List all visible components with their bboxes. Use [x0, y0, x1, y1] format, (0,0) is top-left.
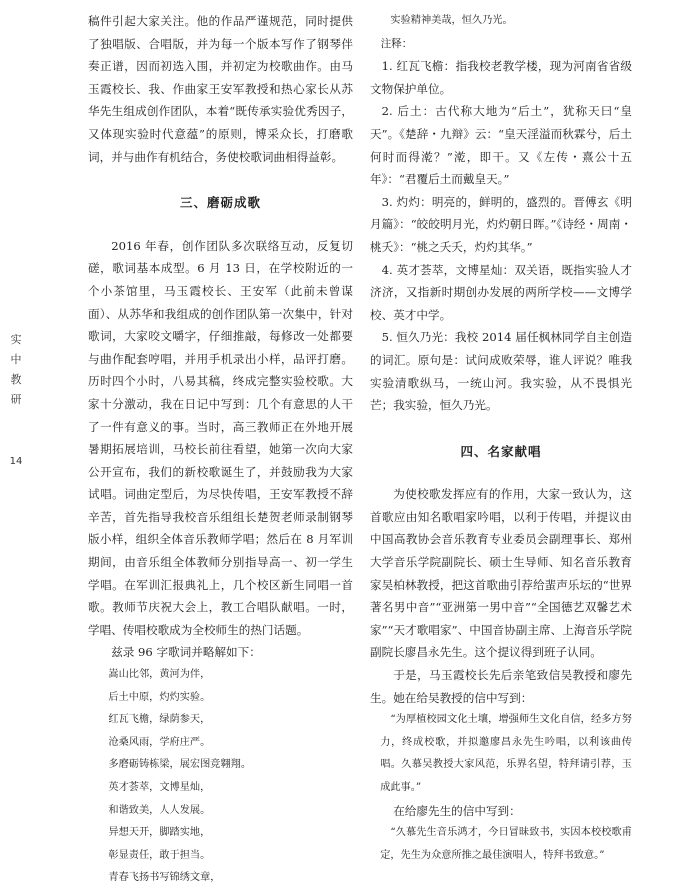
letter-quote: “为厚植校园文化土壤，增强师生文化自信，经多方努力，终成校歌，并拟邀廖昌永先生吟唱，以利该曲传唱。久慕吴教授大家风范，乐界名望，特拜请引荐，玉成此事。”	[380, 714, 632, 793]
margin-char: 中	[10, 353, 22, 366]
note-item: 3. 灼灼：明亮的，鲜明的，盛烈的。晋傅玄《明月篇》：“皎皎明月光，灼灼朝日晖。”《诗经・周南・桃夭》：“桃之夭夭，灼灼其华。”	[370, 194, 632, 254]
lyric-line: 后土中原，灼灼实验。	[108, 691, 211, 703]
right-column	[370, 10, 632, 867]
lyrics-block	[88, 664, 353, 890]
lyric-line: 和谐致美，人人发展。	[108, 804, 211, 816]
margin-char: 研	[10, 393, 22, 406]
lyric-line: 英才荟萃，文博星灿，	[108, 782, 211, 793]
lyric-line: 沧桑风雨，学府庄严。	[108, 736, 211, 748]
letter-quote: “久慕先生音乐鸿才，今日冒昧致书，实因本校校歌甫定，先生为众意所推之最佳演唱人，特拜书致意。”	[380, 827, 632, 861]
section-heading: 四、名家献唱	[460, 443, 542, 459]
lyric-line: 嵩山比邻，黄河为伴，	[108, 669, 211, 681]
lyric-line: 实验精神美哉，恒久乃光。	[390, 15, 513, 26]
note-item: 4. 英才荟萃，文博星灿：双关语，既指实验人才济济，又指新时期创办发展的两所学校——文博学校、英才中学。	[370, 262, 632, 322]
note-item: 2. 后土：古代称大地为“后土”，犹称天曰“皇天”。《楚辞・九辩》云：“皇天淫溢而秋霖兮，后土何时而得漧？”漧，即干。又《左传・熹公十五年》：“君覆后土而戴皇天。”	[370, 104, 632, 187]
note-item: 1. 红瓦飞檐：指我校老教学楼，现为河南省省级文物保护单位。	[370, 59, 632, 96]
lyric-line: 彰显责任，敢于担当。	[108, 849, 211, 861]
left-column	[88, 10, 353, 890]
margin-char: 教	[10, 373, 22, 386]
journal-margin-label	[8, 330, 24, 410]
intro-paragraph: 稿件引起大家关注。他的作品严谨规范，同时提供了独唱版、合唱版，并为每一个版本写作了钢琴伴奏正谱，因而初选入围，并初定为校歌曲作。由马玉霞校长、我、作曲家王安军教授和热心家长从苏华先生组成创作团队，本着“既传承实验优秀因子，又体现实验时代意蕴”的原则，博采众长，打磨歌词，并与曲作有机结合，务使校歌词曲相得益彰。	[88, 14, 353, 164]
page-number: 14	[9, 456, 23, 467]
lyric-line: 红瓦飞檐，绿荫参天，	[108, 714, 211, 726]
body-paragraph: 在给廖先生的信中写到：	[393, 803, 521, 818]
lyric-line: 异想天开，脚踏实地，	[108, 827, 211, 839]
body-paragraph: 于是，马玉霞校长先后亲笔致信吴教授和廖先生。她在给吴教授的信中写到：	[370, 668, 632, 705]
lyric-line: 多磨砺铸栋梁，展宏图竞翱翔。	[108, 759, 252, 771]
lyric-line: 青春飞扬书写锦绣文章，	[108, 872, 221, 884]
body-paragraph: 为使校歌发挥应有的作用，大家一致认为，这首歌应由知名歌唱家吟唱，以利于传唱，并提议由中国高教协会音乐教育专业委员会副理事长、郑州大学音乐学院副院长、硕士生导师、知名音乐教育家吴柏林教授，把这首歌曲引荐给蜚声乐坛的“世界著名男中音”“亚洲第一男中音”“全国德艺双馨艺术家”“天才歌唱家”、中国音协副主席、上海音乐学院副院长廖昌永先生。这个提议得到班子认同。	[370, 487, 632, 660]
note-item: 5. 恒久乃光：我校 2014 届任枫林同学自主创造的词汇。原句是：试问成败荣辱，谁人评说？唯我实验清歌纵马，一统山河。我实验，从不畏惧光芒；我实验，恒久乃光。	[370, 330, 632, 413]
section-heading: 三、磨砺成歌	[179, 195, 261, 211]
margin-char: 实	[10, 333, 22, 346]
lyrics-intro: 兹录 96 字歌词并略解如下：	[111, 645, 261, 660]
notes-label: 注释：	[380, 37, 413, 50]
body-paragraph: 2016 年春，创作团队多次联络互动，反复切磋，歌词基本成型。6 月 13 日，在学校附近的一个小茶馆里，马玉霞校长、王安军（此前未曾谋面）、从苏华和我组成的创作团队第一次集中，针对歌词，大家咬文嚼字，仔细推敲，每修改一处都要与曲作配套哼唱，并用手机录出小样，品评打磨。历时四个小时，八易其稿，终成完整实验校歌。大家十分激动，我在日记中写到：几个有意思的人干了一件有意义的事。当时，高三教师正在外地开展暑期拓展培训，马校长前往看望，她第一次向大家公开宣布，我们的新校歌诞生了，并鼓励我为大家试唱。词曲定型后，为尽快传唱，王安军教授不辞辛苦，首先指导我校音乐组组长楚贺老师录制钢琴版小样，组织全体音乐教师学唱；然后在 8 月军训期间，由音乐组全体教师分别指导高一、初一学生学唱。在军训汇报典礼上，几个校区新生同唱一首歌。教师节庆祝大会上，教工合唱队献唱。一时，学唱、传唱校歌成为全校师生的热门话题。	[88, 238, 353, 637]
